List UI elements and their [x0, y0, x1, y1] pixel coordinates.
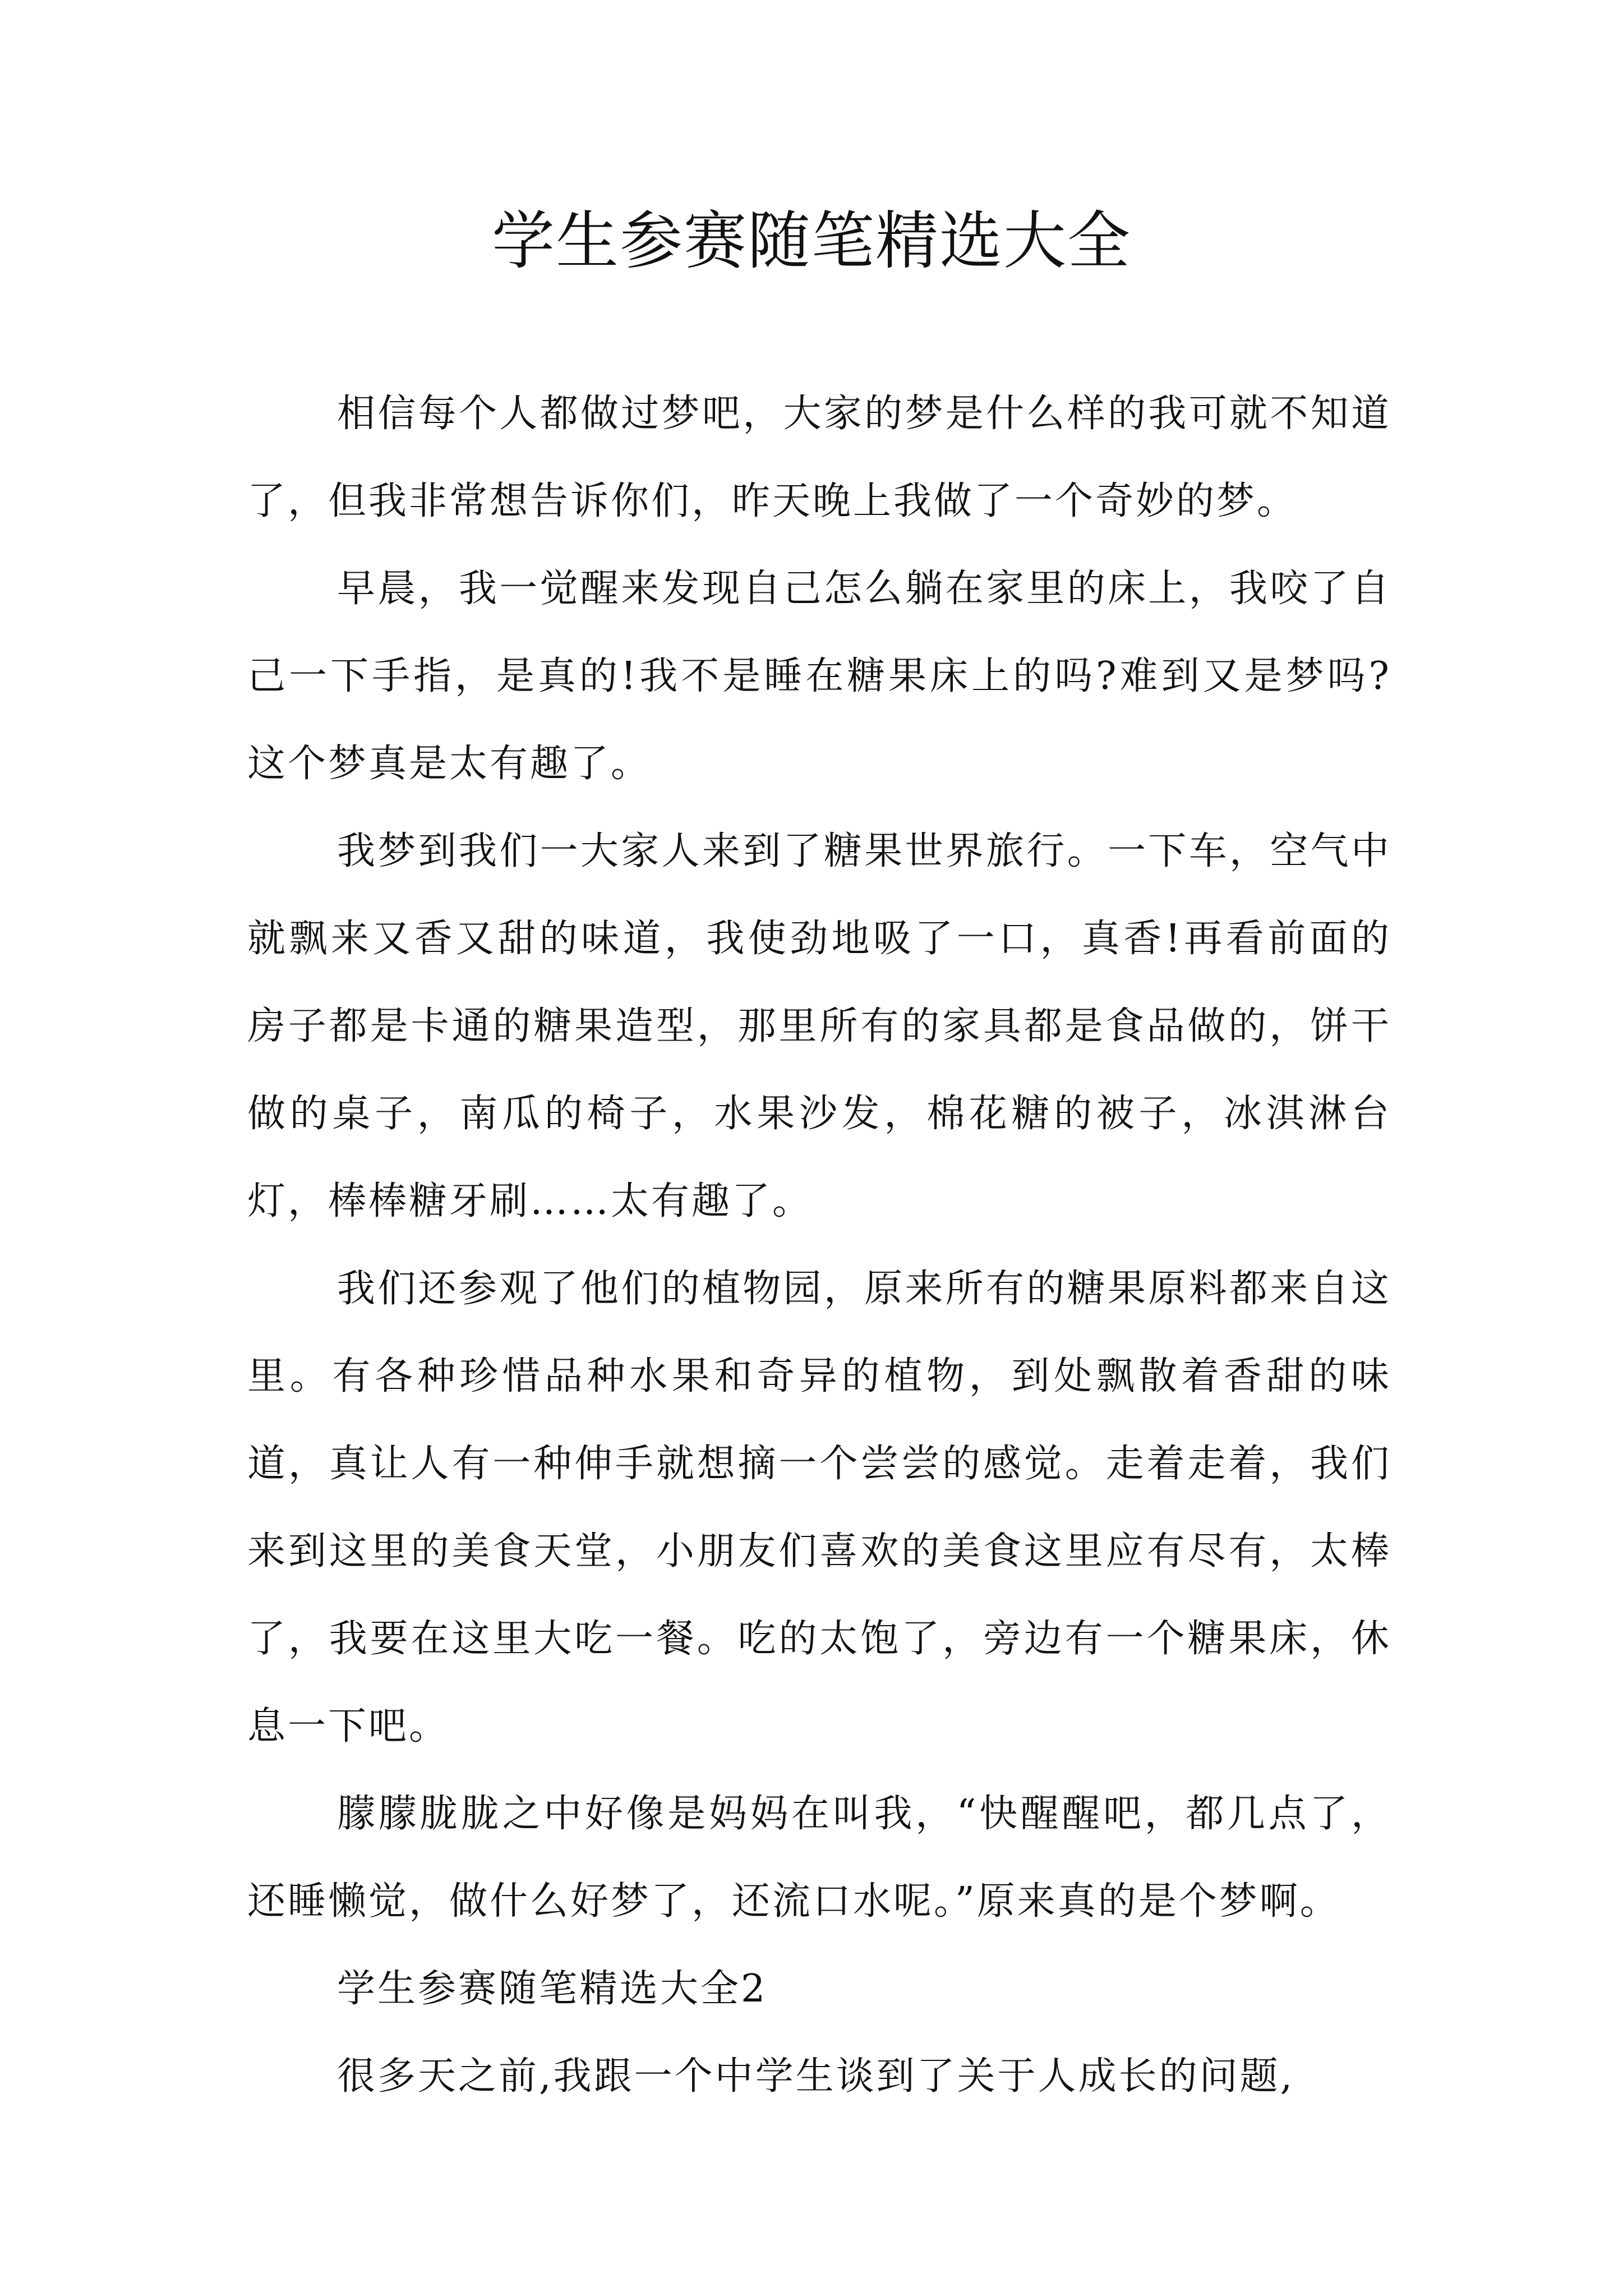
paragraph-5: 朦朦胧胧之中好像是妈妈在叫我，“快醒醒吧，都几点了，还睡懒觉，做什么好梦了，还流口水呢。”原来真的是个梦啊。 [247, 1792, 1391, 1924]
paragraph-2: 早晨，我一觉醒来发现自己怎么躺在家里的床上，我咬了自己一下手指，是真的!我不是睡在糖果床上的吗?难到又是梦吗?这个梦真是太有趣了。 [247, 567, 1391, 786]
paragraph-6: 很多天之前,我跟一个中学生谈到了关于人成长的问题, [337, 2054, 1295, 2099]
section-heading-2: 学生参赛随笔精选大全2 [337, 1967, 768, 2011]
paragraph-1: 相信每个人都做过梦吧，大家的梦是什么样的我可就不知道了，但我非常想告诉你们，昨天晚上我做了一个奇妙的梦。 [247, 392, 1391, 523]
document-body [247, 370, 1391, 2120]
document-title: 学生参赛随笔精选大全 [492, 205, 1131, 278]
paragraph-3: 我梦到我们一大家人来到了糖果世界旅行。一下车，空气中就飘来又香又甜的味道，我使劲地吸了一口，真香!再看前面的房子都是卡通的糖果造型，那里所有的家具都是食品做的，饼干做的桌子，南瓜的椅子，水果沙发，棉花糖的被子，冰淇淋台灯，棒棒糖牙刷……太有趣了。 [247, 829, 1391, 1223]
paragraph-4: 我们还参观了他们的植物园，原来所有的糖果原料都来自这里。有各种珍惜品种水果和奇异的植物，到处飘散着香甜的味道，真让人有一种伸手就想摘一个尝尝的感觉。走着走着，我们来到这里的美食天堂，小朋友们喜欢的美食这里应有尽有，太棒了，我要在这里大吃一餐。吃的太饱了，旁边有一个糖果床，休息一下吧。 [247, 1267, 1391, 1749]
